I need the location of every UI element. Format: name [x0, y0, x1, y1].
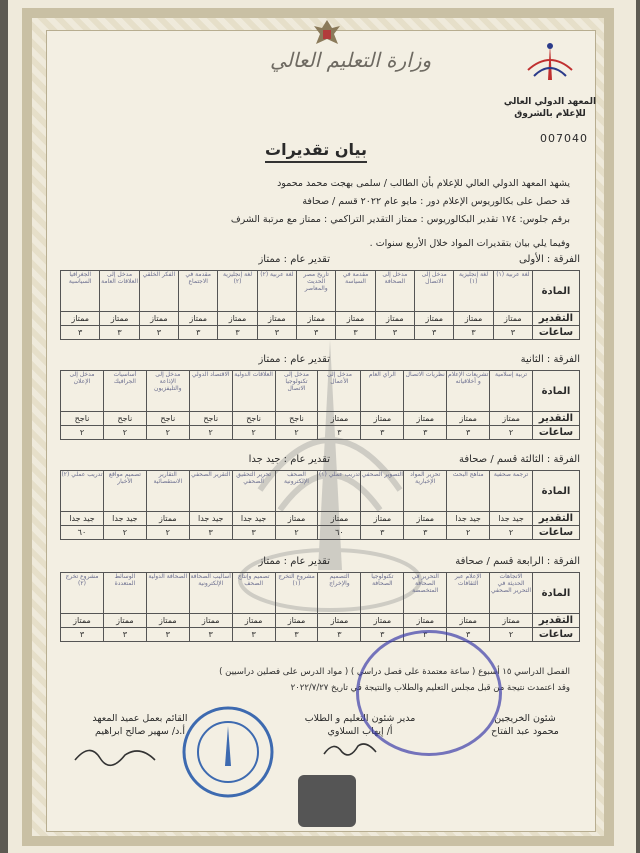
table-row: [61, 614, 580, 628]
hours-cell: ٣: [103, 628, 146, 642]
subject-cell: العلاقات الدولية: [232, 371, 275, 412]
subject-cell: تشريعات الإعلام و أخلاقياته: [447, 371, 490, 412]
table-row: [61, 471, 580, 512]
subject-cell: الصحافة الدولية: [146, 573, 189, 614]
hours-cell: ٣: [361, 426, 404, 440]
subject-cell: لغة إنجليزية (١): [454, 271, 493, 312]
grade-cell: ممتاز: [490, 614, 533, 628]
grade-cell: ناجح: [146, 412, 189, 426]
grade-cell: ممتاز: [232, 614, 275, 628]
grade-cell: جيد جدا: [61, 512, 104, 526]
ministry-name: وزارة التعليم العالي: [270, 48, 432, 72]
hours-cell: ٣: [139, 326, 178, 340]
hours-cell: ٣: [454, 326, 493, 340]
grade-cell: ممتاز: [61, 312, 100, 326]
hours-cell: ٢: [232, 426, 275, 440]
page-title: بيان تقديرات: [265, 140, 367, 163]
hours-cell: ٣: [189, 526, 232, 540]
hours-cell: ٣: [493, 326, 532, 340]
year-overall-grade: تقدير عام : ممتاز: [258, 254, 330, 265]
hours-cell: ٢: [146, 426, 189, 440]
hours-cell: ٢: [490, 526, 533, 540]
hours-cell: ٣: [375, 326, 414, 340]
subject-cell: مقدمة في السياسة: [336, 271, 375, 312]
grade-cell: ممتاز: [100, 312, 139, 326]
grade-cell: ممتاز: [404, 412, 447, 426]
subject-cell: الصحف الإلكترونية: [275, 471, 318, 512]
subject-cell: مدخل إلى الإعلان: [61, 371, 104, 412]
table-row: [61, 312, 580, 326]
subject-cell: التحرير في الصحافة المتخصصة: [404, 573, 447, 614]
year-title: الفرقة : الثالثة قسم / صحافة: [459, 454, 580, 465]
subject-cell: تربية إسلامية: [490, 371, 533, 412]
hours-cell: ٢: [189, 426, 232, 440]
subject-cell: مدخل إلى الصحافة: [375, 271, 414, 312]
grade-cell: ناجح: [61, 412, 104, 426]
row-label: المادة: [533, 573, 580, 614]
signature-name: أ.د/ سهير صالح ابراهيم: [95, 726, 185, 737]
row-label: ساعات: [533, 628, 580, 642]
grade-cell: ممتاز: [318, 614, 361, 628]
grade-cell: ممتاز: [361, 614, 404, 628]
grade-cell: ممتاز: [361, 512, 404, 526]
grade-cell: جيد جدا: [103, 512, 146, 526]
table-row: [61, 512, 580, 526]
year-overall-grade: تقدير عام : جيد جدا: [248, 454, 330, 465]
hours-cell: ٣: [275, 628, 318, 642]
grade-cell: ناجح: [275, 412, 318, 426]
grade-cell: ممتاز: [404, 614, 447, 628]
grade-cell: ممتاز: [375, 312, 414, 326]
table-row: [61, 326, 580, 340]
intro-line-3: برقم جلوس: ١٧٤ تقدير البكالوريوس : ممتاز التقدير التراكمي : ممتاز مع مرتبة الشرف: [230, 214, 570, 225]
table-row: [61, 628, 580, 642]
grade-cell: ممتاز: [361, 412, 404, 426]
hours-cell: ٣: [361, 526, 404, 540]
grade-cell: ممتاز: [179, 312, 218, 326]
grade-cell: ناجح: [103, 412, 146, 426]
hours-cell: ٣: [415, 326, 454, 340]
hours-cell: ٦٠: [318, 526, 361, 540]
row-label: التقدير: [533, 312, 580, 326]
hours-cell: ٣: [232, 526, 275, 540]
row-label: ساعات: [533, 526, 580, 540]
subject-cell: الاقتصاد الدولي: [189, 371, 232, 412]
intro-line-2: قد حصل على بكالوريوس الإعلام دور : مايو عام ٢٠٢٢ قسم / صحافة: [302, 196, 570, 207]
signature-title: شئون الخريجين: [494, 713, 556, 724]
hours-cell: ٢: [103, 526, 146, 540]
grades-table: [60, 370, 580, 440]
affairs-signature-scribble-icon: [320, 738, 380, 762]
grade-cell: ممتاز: [275, 512, 318, 526]
grade-cell: جيد جدا: [490, 512, 533, 526]
hours-cell: ٣: [318, 426, 361, 440]
grade-cell: جيد جدا: [189, 512, 232, 526]
serial-number: 007040: [540, 132, 588, 145]
grade-cell: ممتاز: [297, 312, 336, 326]
hours-cell: ٣: [404, 526, 447, 540]
row-label: التقدير: [533, 614, 580, 628]
subject-cell: التصميم والإخراج: [318, 573, 361, 614]
hours-cell: ٣: [189, 628, 232, 642]
hours-cell: ٣: [232, 628, 275, 642]
subject-cell: مدخل إلى تكنولوجيا الاتصال: [275, 371, 318, 412]
subject-cell: تدريب عملي (٢): [61, 471, 104, 512]
year-title: الفرقة : الرابعة قسم / صحافة: [455, 556, 580, 567]
grade-cell: ممتاز: [257, 312, 296, 326]
subject-cell: مدخل إلى الأعمال: [318, 371, 361, 412]
footer-note-2: وقد اعتمدت نتيجة من قبل مجلس التعليم والطلاب والنتيجة في تاريخ ٢٠٢٢/٧/٢٧: [290, 683, 570, 693]
round-stamp-icon: [356, 630, 502, 756]
hours-cell: ٢: [146, 526, 189, 540]
subject-cell: الاتجاهات الحديثة في التحرير الصحفي: [490, 573, 533, 614]
grade-cell: ممتاز: [447, 412, 490, 426]
hours-cell: ٣: [61, 326, 100, 340]
hours-cell: ٢: [490, 426, 533, 440]
hours-cell: ٣: [61, 628, 104, 642]
institute-name: المعهد الدولي العالي للإعلام بالشروق: [503, 97, 597, 119]
row-label: ساعات: [533, 326, 580, 340]
intro-line-4: وفيما يلي بيان بتقديرات المواد خلال الأربع سنوات .: [369, 238, 570, 249]
signature-title: القائم بعمل عميد المعهد: [92, 713, 188, 724]
subject-cell: مناهج البحث: [447, 471, 490, 512]
subject-cell: أساسيات الجرافيك: [103, 371, 146, 412]
table-row: [61, 426, 580, 440]
institute-seal-icon: [180, 704, 276, 800]
year-title: الفرقة : الثانية: [520, 354, 580, 365]
grade-cell: ممتاز: [318, 412, 361, 426]
grade-cell: جيد جدا: [447, 512, 490, 526]
grade-cell: ممتاز: [139, 312, 178, 326]
subject-cell: ترجمة صحفية: [490, 471, 533, 512]
row-label: التقدير: [533, 412, 580, 426]
hours-cell: ٣: [257, 326, 296, 340]
subject-cell: الرأي العام: [361, 371, 404, 412]
grade-cell: ممتاز: [336, 312, 375, 326]
hours-cell: ٣: [218, 326, 257, 340]
dean-signature-scribble-icon: [70, 740, 160, 770]
hours-cell: ٦٠: [61, 526, 104, 540]
table-row: [61, 573, 580, 614]
grades-table: [60, 470, 580, 540]
subject-cell: تكنولوجيا الصحافة: [361, 573, 404, 614]
subject-cell: تاريخ مصر الحديث والمعاصر: [297, 271, 336, 312]
subject-cell: الجغرافيا السياسية: [61, 271, 100, 312]
hours-cell: ٣: [336, 326, 375, 340]
grade-cell: ممتاز: [189, 614, 232, 628]
intro-line-1: يشهد المعهد الدولي العالي للإعلام بأن الطالب / سلمى بهجت محمد محمود: [277, 178, 570, 189]
subject-cell: مقدمة في الاجتماع: [179, 271, 218, 312]
hours-cell: ٣: [447, 628, 490, 642]
table-row: [61, 371, 580, 412]
table-row: [61, 271, 580, 312]
subject-cell: تحرير التحقيق الصحفي: [232, 471, 275, 512]
subject-cell: تدريب عملي (١): [318, 471, 361, 512]
subject-cell: مدخل إلى العلاقات العامة: [100, 271, 139, 312]
grade-cell: ناجح: [232, 412, 275, 426]
table-row: [61, 526, 580, 540]
subject-cell: مدخل إلى الإذاعة والتليفزيون: [146, 371, 189, 412]
footer-note-1: الفصل الدراسي ١٥ أسبوع ( ساعة معتمدة على فصل دراسي ) ( مواد الدرس على فصلين دراسيين ): [219, 667, 570, 677]
subject-cell: لغة عربية (١): [493, 271, 532, 312]
signature-name: محمود عبد الفتاح: [491, 726, 559, 737]
hours-cell: ٢: [103, 426, 146, 440]
grade-cell: ممتاز: [404, 512, 447, 526]
grades-table: [60, 572, 580, 642]
subject-cell: الفكر الخلقي: [139, 271, 178, 312]
subject-cell: التصوير الصحفي: [361, 471, 404, 512]
grade-cell: ممتاز: [146, 512, 189, 526]
subject-cell: لغة عربية (٢): [257, 271, 296, 312]
grade-cell: ممتاز: [318, 512, 361, 526]
subject-cell: الإعلام عبر الثقافات: [447, 573, 490, 614]
grade-cell: جيد جدا: [232, 512, 275, 526]
subject-cell: تصميم وإنتاج الصحف: [232, 573, 275, 614]
subject-cell: تصميم مواقع الأخبار: [103, 471, 146, 512]
institute-logo-icon: [518, 40, 582, 90]
hours-cell: ٢: [447, 526, 490, 540]
subject-cell: نظريات الاتصال: [404, 371, 447, 412]
grade-cell: ممتاز: [275, 614, 318, 628]
hours-cell: ٣: [179, 326, 218, 340]
hours-cell: ٣: [447, 426, 490, 440]
subject-cell: مشروع تخرج (٢): [61, 573, 104, 614]
subject-cell: التقارير الاستقصائية: [146, 471, 189, 512]
subject-cell: أساليب الصحافة الإلكترونية: [189, 573, 232, 614]
grade-cell: ممتاز: [415, 312, 454, 326]
hours-cell: ٢: [61, 426, 104, 440]
signature-name: أ/ إيهاب السلاوي: [327, 726, 393, 737]
hours-cell: ٣: [404, 426, 447, 440]
row-label: ساعات: [533, 426, 580, 440]
grade-cell: ممتاز: [490, 412, 533, 426]
grade-cell: ممتاز: [146, 614, 189, 628]
hours-cell: ٢: [490, 628, 533, 642]
subject-cell: لغة إنجليزية (٢): [218, 271, 257, 312]
subject-cell: الوسائط المتعددة: [103, 573, 146, 614]
hours-cell: ٢: [275, 426, 318, 440]
hours-cell: ٣: [361, 628, 404, 642]
table-row: [61, 412, 580, 426]
imi-logo-icon: [298, 775, 356, 827]
grade-cell: ممتاز: [218, 312, 257, 326]
egypt-eagle-icon: [310, 18, 344, 48]
hours-cell: ٣: [297, 326, 336, 340]
subject-cell: تحرير المواد الإخبارية: [404, 471, 447, 512]
row-label: المادة: [533, 471, 580, 512]
signature-title: مدير شئون التعليم و الطلاب: [304, 713, 416, 724]
grade-cell: ممتاز: [447, 614, 490, 628]
subject-cell: مدخل إلى الاتصال: [415, 271, 454, 312]
grades-table: [60, 270, 580, 340]
year-overall-grade: تقدير عام : ممتاز: [258, 556, 330, 567]
hours-cell: ٣: [146, 628, 189, 642]
hours-cell: ٣: [404, 628, 447, 642]
grade-cell: ناجح: [189, 412, 232, 426]
hours-cell: ٣: [100, 326, 139, 340]
hours-cell: ٣: [318, 628, 361, 642]
year-overall-grade: تقدير عام : ممتاز: [258, 354, 330, 365]
subject-cell: التقرير الصحفي: [189, 471, 232, 512]
hours-cell: ٢: [275, 526, 318, 540]
grade-cell: ممتاز: [61, 614, 104, 628]
row-label: المادة: [533, 371, 580, 412]
grade-cell: ممتاز: [103, 614, 146, 628]
subject-cell: مشروع التخرج (١): [275, 573, 318, 614]
row-label: التقدير: [533, 512, 580, 526]
row-label: المادة: [533, 271, 580, 312]
grade-cell: ممتاز: [493, 312, 532, 326]
year-title: الفرقة : الأولى: [519, 254, 580, 265]
grade-cell: ممتاز: [454, 312, 493, 326]
